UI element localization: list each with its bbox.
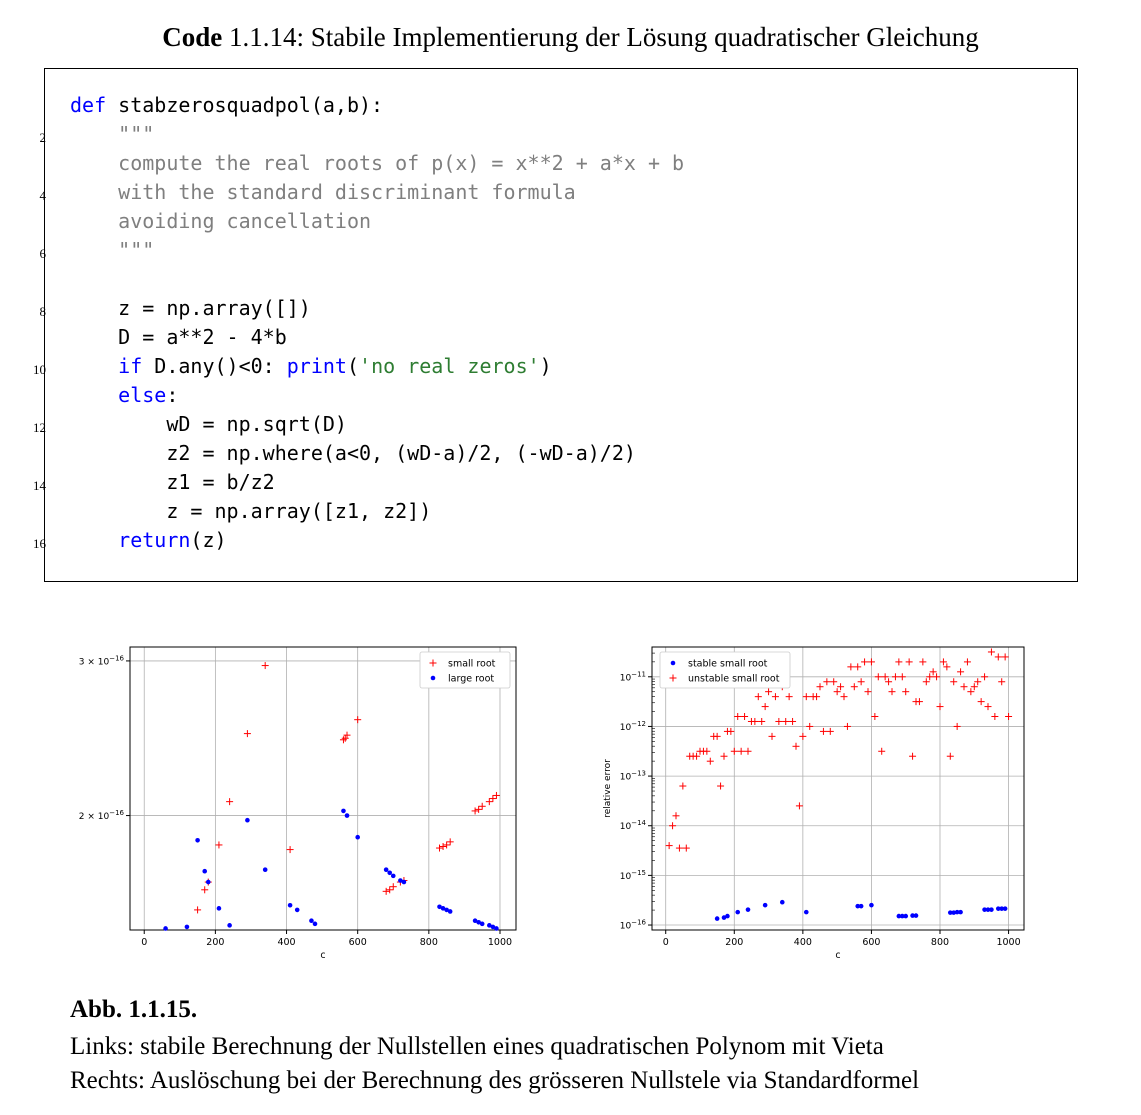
data-point-plus	[287, 846, 294, 853]
data-point-plus	[390, 883, 397, 890]
y-tick-label: $10^{-14}$	[619, 819, 646, 833]
data-point-plus	[436, 845, 443, 852]
data-point-plus	[923, 678, 930, 685]
code-line	[70, 499, 431, 523]
code-text: z1 = b/z2	[70, 470, 275, 494]
data-point-plus	[386, 886, 393, 893]
x-axis-label: c	[835, 950, 841, 961]
data-point-dot	[217, 906, 222, 911]
data-point-dot	[480, 922, 485, 927]
code-text	[70, 528, 118, 552]
data-point-plus	[827, 728, 834, 735]
line-number: 8	[39, 304, 46, 319]
data-point-dot	[989, 907, 994, 912]
data-point-dot	[391, 874, 396, 879]
y-tick-label: $10^{-16}$	[619, 918, 646, 932]
data-point-plus	[988, 648, 995, 655]
x-axis-label: c	[320, 950, 326, 961]
data-point-plus	[889, 688, 896, 695]
data-point-plus	[796, 802, 803, 809]
code-line	[70, 470, 275, 494]
data-point-plus	[961, 683, 968, 690]
data-point-plus	[226, 798, 233, 805]
code-text: )	[539, 354, 552, 378]
data-point-plus	[998, 678, 1005, 685]
axes-frame	[652, 647, 1024, 930]
data-point-plus	[933, 673, 940, 680]
code-text: wD = np.sqrt(D)	[70, 412, 347, 436]
legend	[660, 652, 790, 688]
data-point-plus	[817, 683, 824, 690]
data-point-dot	[313, 922, 318, 927]
code-line	[70, 209, 371, 233]
x-tick-label: 1000	[487, 937, 513, 948]
code-line	[70, 296, 311, 320]
data-point-dot	[725, 914, 730, 919]
data-point-plus	[755, 693, 762, 700]
code-docstring: avoiding cancellation	[70, 209, 372, 233]
data-point-plus	[717, 783, 724, 790]
data-point-plus	[861, 658, 868, 665]
data-point-plus	[957, 668, 964, 675]
line-number: 4	[39, 188, 46, 203]
data-point-dot	[869, 903, 874, 908]
x-tick-label: 200	[725, 937, 744, 948]
data-point-dot	[309, 918, 314, 923]
data-point-plus	[727, 728, 734, 735]
data-point-plus	[865, 688, 872, 695]
data-point-plus	[950, 678, 957, 685]
code-text: z2 = np.where(a<0, (wD-a)/2, (-wD-a)/2)	[70, 441, 636, 465]
data-point-dot	[341, 809, 346, 814]
data-point-plus	[775, 718, 782, 725]
listing-number: 1.1.14:	[228, 22, 304, 52]
data-point-plus	[909, 753, 916, 760]
data-point-plus	[919, 658, 926, 665]
data-point-plus	[930, 668, 937, 675]
code-text: z = np.array([z1, z2])	[70, 499, 432, 523]
data-point-plus	[847, 663, 854, 670]
data-point-plus	[769, 733, 776, 740]
data-point-plus	[813, 693, 820, 700]
code-string: 'no real zeros'	[359, 354, 540, 378]
data-point-dot	[859, 904, 864, 909]
data-point-plus	[789, 718, 796, 725]
line-number: 6	[39, 246, 46, 261]
data-point-plus	[194, 906, 201, 913]
data-point-dot	[431, 676, 436, 681]
x-tick-label: 800	[930, 937, 950, 948]
data-point-plus	[354, 716, 361, 723]
data-point-dot	[746, 907, 751, 912]
line-number: 16	[33, 536, 46, 551]
x-axis	[663, 930, 1021, 961]
data-point-dot	[206, 880, 211, 885]
data-point-plus	[673, 812, 680, 819]
data-point-plus	[834, 688, 841, 695]
grid-lines	[130, 647, 516, 930]
data-point-plus	[844, 723, 851, 730]
data-point-plus	[734, 713, 741, 720]
data-point-plus	[991, 713, 998, 720]
data-point-dot	[903, 914, 908, 919]
y-tick-label: $2 \times 10^{-16}$	[78, 809, 124, 823]
data-point-dot	[715, 916, 720, 921]
legend-entry: small root	[448, 658, 496, 670]
x-tick-label: 0	[141, 937, 148, 948]
code-text: stabzerosquadpol(a,b):	[106, 93, 384, 117]
data-point-dot	[958, 910, 963, 915]
legend	[420, 652, 510, 688]
legend-entry: stable small root	[688, 658, 768, 670]
data-point-plus	[666, 842, 673, 849]
data-point-plus	[479, 803, 486, 810]
data-point-plus	[902, 688, 909, 695]
data-point-plus	[841, 693, 848, 700]
data-point-plus	[858, 678, 865, 685]
code-text: D = a**2 - 4*b	[70, 325, 287, 349]
data-point-plus	[851, 683, 858, 690]
data-point-dot	[245, 818, 250, 823]
code-text	[70, 383, 118, 407]
data-point-plus	[837, 683, 844, 690]
x-tick-label: 800	[419, 937, 438, 948]
data-point-dot	[763, 903, 768, 908]
data-point-plus	[854, 663, 861, 670]
data-point-plus	[899, 673, 906, 680]
data-point-plus	[475, 806, 482, 813]
data-point-plus	[823, 678, 830, 685]
code-docstring: compute the real roots of p(x) = x**2 + a*x + b	[70, 151, 685, 175]
data-point-plus	[882, 673, 889, 680]
y-tick-label: $10^{-15}$	[619, 868, 646, 882]
data-point-dot	[288, 903, 293, 908]
line-number: 14	[33, 478, 46, 493]
data-point-plus	[878, 748, 885, 755]
data-point-plus	[1005, 713, 1012, 720]
data-point-plus	[1002, 653, 1009, 660]
data-point-plus	[830, 678, 837, 685]
data-point-plus	[940, 658, 947, 665]
data-point-dot	[355, 835, 360, 840]
data-point-plus	[731, 748, 738, 755]
data-point-dot	[387, 870, 392, 875]
code-text: z = np.array([])	[70, 296, 311, 320]
code-text: (	[346, 354, 360, 378]
code-line	[70, 383, 178, 407]
x-tick-label: 400	[793, 937, 812, 948]
data-point-plus	[738, 748, 745, 755]
data-point-plus	[820, 728, 827, 735]
data-point-plus	[978, 698, 985, 705]
series-small-root	[194, 662, 500, 913]
data-point-plus	[916, 698, 923, 705]
code-line	[70, 412, 347, 436]
code-keyword: return	[118, 528, 191, 552]
data-point-plus	[786, 693, 793, 700]
data-point-plus	[703, 748, 710, 755]
data-point-plus	[947, 753, 954, 760]
legend-entry: unstable small root	[688, 673, 780, 685]
x-tick-label: 0	[662, 937, 669, 948]
data-point-dot	[671, 661, 676, 666]
data-point-plus	[342, 735, 349, 742]
data-point-plus	[443, 841, 450, 848]
data-point-plus	[440, 843, 447, 850]
data-point-plus	[676, 845, 683, 852]
x-tick-label: 400	[277, 937, 296, 948]
x-tick-label: 600	[862, 937, 881, 948]
data-point-dot	[735, 910, 740, 915]
y-axis	[79, 654, 130, 822]
data-point-plus	[926, 673, 933, 680]
left-plot-stable-roots	[60, 640, 540, 970]
data-point-plus	[344, 732, 351, 739]
data-point-dot	[494, 926, 499, 931]
data-point-plus	[793, 743, 800, 750]
code-keyword: def	[70, 93, 107, 117]
y-tick-label: $10^{-12}$	[619, 719, 646, 733]
data-point-plus	[806, 723, 813, 730]
legend-entry: large root	[448, 673, 495, 685]
code-line	[70, 122, 154, 146]
data-point-plus	[262, 662, 269, 669]
listing-label: Code	[162, 22, 223, 52]
data-point-dot	[448, 909, 453, 914]
data-point-plus	[875, 673, 882, 680]
axes-frame	[130, 647, 516, 930]
figure-caption-line-2: Rechts: Auslöschung bei der Berechnung des grösseren Nullstele via Standardformel	[70, 1067, 920, 1094]
code-text: (z)	[190, 528, 227, 552]
data-point-plus	[745, 748, 752, 755]
code-docstring: with the standard discriminant formula	[70, 180, 576, 204]
code-line	[70, 180, 576, 204]
code-line	[70, 441, 636, 465]
data-point-plus	[741, 713, 748, 720]
data-point-plus	[985, 703, 992, 710]
code-keyword: print	[286, 354, 347, 378]
line-number: 10	[33, 362, 46, 377]
data-point-plus	[943, 663, 950, 670]
data-point-plus	[937, 703, 944, 710]
grid-lines	[652, 647, 1024, 930]
code-line	[70, 325, 287, 349]
data-point-dot	[163, 926, 168, 931]
data-point-plus	[683, 845, 690, 852]
data-point-dot	[402, 880, 407, 885]
data-point-plus	[772, 693, 779, 700]
data-point-dot	[185, 925, 190, 930]
x-tick-label: 600	[348, 937, 367, 948]
data-point-plus	[906, 658, 913, 665]
data-point-plus	[954, 723, 961, 730]
code-line	[70, 354, 552, 378]
data-point-dot	[804, 910, 809, 915]
data-point-plus	[383, 888, 390, 895]
data-point-plus	[493, 792, 500, 799]
code-line	[70, 238, 154, 262]
data-point-plus	[971, 683, 978, 690]
right-plot-relative-error	[580, 640, 1050, 970]
line-number: 2	[39, 130, 46, 145]
code-keyword: else	[118, 383, 167, 407]
code-line	[70, 93, 383, 117]
y-axis	[603, 670, 652, 931]
data-point-plus	[758, 718, 765, 725]
x-axis	[141, 930, 512, 961]
x-tick-label: 1000	[996, 937, 1021, 948]
code-text: D.any()<0:	[142, 354, 287, 378]
data-point-plus	[885, 678, 892, 685]
data-point-plus	[964, 658, 971, 665]
data-point-plus	[803, 693, 810, 700]
listing-title: Stabile Implementierung der Lösung quadratischer Gleichung	[310, 22, 979, 52]
data-point-dot	[914, 913, 919, 918]
data-point-plus	[244, 730, 251, 737]
data-point-dot	[780, 900, 785, 905]
data-point-plus	[447, 838, 454, 845]
code-keyword: if	[118, 354, 143, 378]
data-point-plus	[799, 733, 806, 740]
data-point-plus	[995, 653, 1002, 660]
data-point-dot	[295, 908, 300, 913]
data-point-plus	[472, 807, 479, 814]
data-point-dot	[384, 867, 389, 872]
code-text: :	[166, 383, 179, 407]
data-point-plus	[892, 673, 899, 680]
data-point-plus	[981, 673, 988, 680]
data-point-plus	[974, 678, 981, 685]
data-point-dot	[227, 923, 232, 928]
data-point-plus	[340, 736, 347, 743]
y-tick-label: $3 \times 10^{-16}$	[78, 654, 124, 668]
data-point-plus	[489, 795, 496, 802]
data-point-dot	[202, 869, 207, 874]
data-point-plus	[871, 713, 878, 720]
code-text	[70, 354, 118, 378]
code-line	[70, 151, 684, 175]
data-point-plus	[707, 758, 714, 765]
series-stable-small-root	[715, 900, 1008, 921]
data-point-plus	[765, 688, 772, 695]
data-point-plus	[721, 753, 728, 760]
series-large-root	[163, 809, 498, 931]
data-point-plus	[868, 658, 875, 665]
y-tick-label: $10^{-13}$	[619, 769, 646, 783]
data-point-plus	[714, 733, 721, 740]
code-docstring: """	[70, 238, 155, 262]
y-tick-label: $10^{-11}$	[619, 670, 646, 684]
data-point-plus	[967, 688, 974, 695]
data-point-dot	[345, 813, 350, 818]
x-tick-label: 200	[206, 937, 225, 948]
y-axis-label: relative error	[603, 759, 613, 818]
line-number: 12	[33, 420, 46, 435]
data-point-plus	[669, 822, 676, 829]
data-point-plus	[486, 798, 493, 805]
data-point-dot	[195, 838, 200, 843]
data-point-plus	[201, 886, 208, 893]
code-docstring: """	[70, 122, 155, 146]
data-point-plus	[693, 753, 700, 760]
data-point-plus	[751, 718, 758, 725]
data-point-plus	[895, 658, 902, 665]
data-point-plus	[215, 841, 222, 848]
data-point-plus	[782, 718, 789, 725]
data-point-plus	[679, 783, 686, 790]
data-point-dot	[1003, 906, 1008, 911]
listing-caption	[0, 22, 1141, 53]
data-point-dot	[263, 867, 268, 872]
data-point-plus	[762, 703, 769, 710]
code-line	[70, 528, 227, 552]
figure-title: Abb. 1.1.15.	[70, 996, 198, 1023]
figure-caption-line-1: Links: stabile Berechnung der Nullstellen eines quadratischen Polynom mit Vieta	[70, 1033, 884, 1060]
